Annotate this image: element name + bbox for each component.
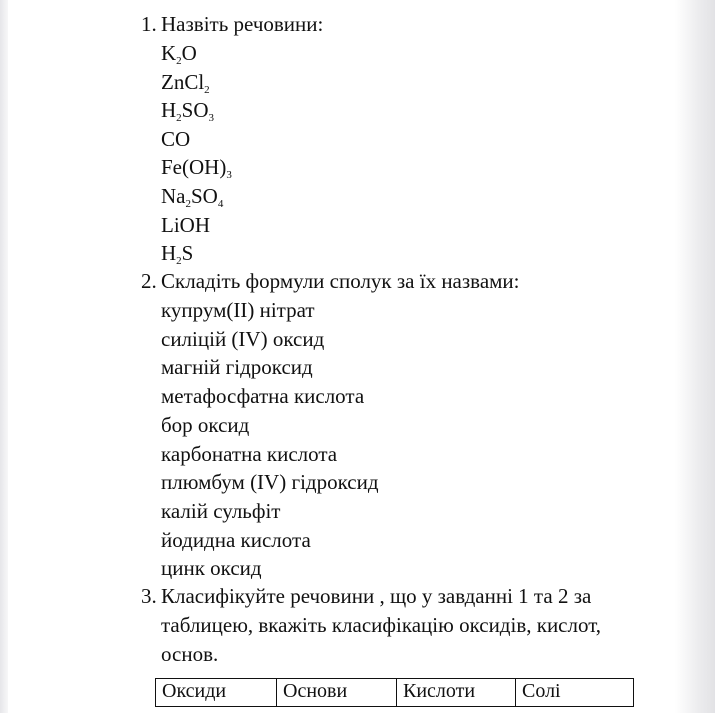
formula-item: [161, 98, 214, 122]
column-header-acids: Кислоти: [397, 679, 516, 707]
task-2-number: 2.: [141, 269, 157, 293]
column-header-bases: Основи: [277, 679, 397, 707]
formula-text: S: [181, 241, 194, 265]
formula-item: [161, 41, 197, 65]
formula-text: Na: [161, 184, 186, 208]
classification-table: [155, 678, 634, 707]
classification-table-header-row: [156, 679, 634, 707]
formula-subscript: 2: [204, 84, 210, 96]
compound-name-item: йодидна кислота: [161, 528, 311, 552]
formula-item: [161, 241, 193, 265]
formula-item: [161, 127, 190, 151]
task-3-line-3: основ.: [161, 642, 219, 666]
compound-name-item: силіцій (IV) оксид: [161, 327, 325, 351]
formula-subscript: 2: [185, 198, 191, 210]
compound-name-item: калій сульфіт: [161, 499, 281, 523]
task-2-text: Складіть формули сполук за їх назвами:: [161, 269, 520, 293]
formula-subscript: 4: [217, 198, 224, 210]
page-shadow-right: [675, 0, 715, 713]
formula-item: [161, 70, 210, 94]
page-shadow-left: [0, 0, 8, 713]
compound-name-item: бор оксид: [161, 413, 250, 437]
compound-name-item: плюмбум (IV) гідроксид: [161, 470, 379, 494]
formula-subscript: 2: [176, 112, 182, 124]
task-3-line-1: Класифікуйте речовини , що у завданні 1 та 2 за: [161, 584, 592, 608]
task-1-text: Назвіть речовини:: [161, 12, 324, 36]
compound-name-item: цинк оксид: [161, 556, 262, 580]
formula-subscript: 3: [226, 169, 232, 181]
formula-text: O: [181, 41, 197, 65]
column-header-salts: Солі: [516, 679, 634, 707]
formula-subscript: 2: [176, 55, 182, 67]
task-1-number: 1.: [141, 12, 157, 36]
formula-text: SO: [191, 184, 218, 208]
formula-text: H: [161, 241, 177, 265]
formula-text: Fe(OH): [161, 155, 227, 179]
formula-subscript: 3: [208, 112, 215, 124]
formula-subscript: 2: [176, 255, 182, 267]
formula-text: K: [161, 41, 177, 65]
formula-text: ZnCl: [161, 70, 205, 94]
compound-name-item: метафосфатна кислота: [161, 384, 365, 408]
formula-item: [161, 184, 223, 208]
formula-text: H: [161, 98, 177, 122]
compound-name-item: магній гідроксид: [161, 355, 313, 379]
formula-text: SO: [181, 98, 209, 122]
compound-name-item: купрум(II) нітрат: [161, 298, 315, 322]
formula-text: CO: [161, 127, 191, 151]
task-3-number: 3.: [141, 584, 157, 608]
task-3-line-2: таблицею, вкажіть класифікацію оксидів, кислот,: [161, 613, 602, 637]
formula-item: [161, 213, 210, 237]
column-header-oxides: Оксиди: [156, 679, 277, 707]
formula-text: LiOH: [161, 213, 210, 237]
compound-name-item: карбонатна кислота: [161, 442, 338, 466]
formula-item: [161, 155, 232, 179]
